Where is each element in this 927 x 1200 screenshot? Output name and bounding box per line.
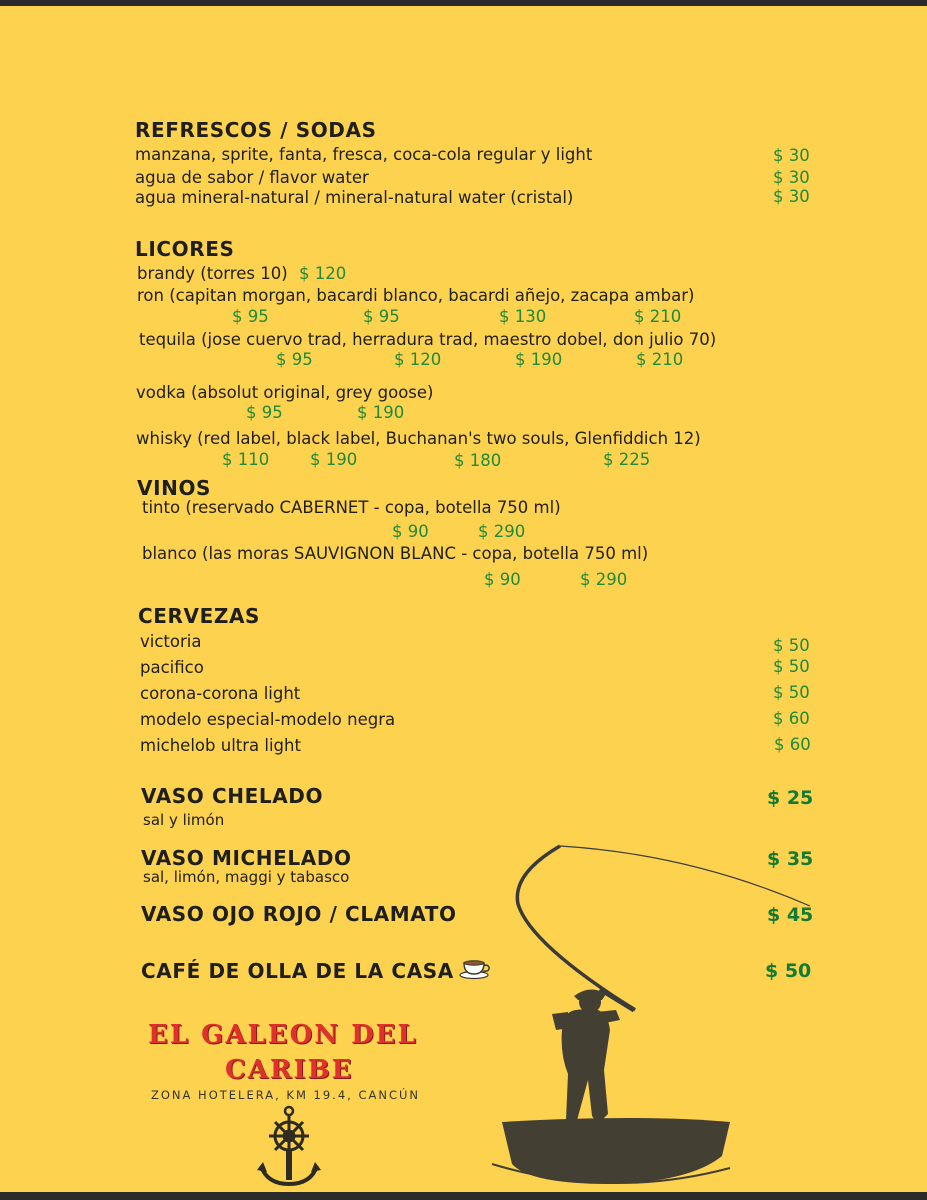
menu-item-price: $ 50 bbox=[773, 683, 810, 702]
menu-item-price: $ 130 bbox=[499, 307, 547, 326]
special-name: CAFÉ DE OLLA DE LA CASA bbox=[141, 959, 454, 983]
menu-item-name: ron (capitan morgan, bacardi blanco, bacardi añejo, zacapa ambar) bbox=[137, 286, 695, 305]
menu-item-price: $ 95 bbox=[363, 307, 400, 326]
menu-item-price: $ 50 bbox=[773, 657, 810, 676]
menu-item-name: modelo especial-modelo negra bbox=[140, 710, 396, 729]
menu-item-price: $ 225 bbox=[603, 450, 651, 469]
brand-name-line2: CARIBE bbox=[225, 1055, 354, 1085]
menu-item-price: $ 210 bbox=[634, 307, 682, 326]
menu-item-price: $ 95 bbox=[246, 403, 283, 422]
menu-item-name: brandy (torres 10) bbox=[137, 264, 288, 283]
special-description: sal, limón, maggi y tabasco bbox=[143, 868, 350, 886]
special-description: sal y limón bbox=[143, 811, 225, 829]
special-price: $ 25 bbox=[767, 787, 814, 809]
menu-item-price: $ 60 bbox=[773, 709, 810, 728]
section-heading-vinos: VINOS bbox=[137, 476, 212, 500]
section-heading-licores: LICORES bbox=[135, 237, 235, 261]
menu-item-price: $ 95 bbox=[232, 307, 269, 326]
menu-item-price: $ 90 bbox=[484, 570, 521, 589]
menu-item-name: manzana, sprite, fanta, fresca, coca-cola regular y light bbox=[135, 145, 593, 164]
menu-item-name: tequila (jose cuervo trad, herradura trad, maestro dobel, don julio 70) bbox=[139, 330, 717, 349]
special-name: VASO MICHELADO bbox=[141, 846, 352, 870]
menu-item-name: pacifico bbox=[140, 658, 204, 677]
menu-item-price: $ 190 bbox=[310, 450, 358, 469]
brand-name-line1: EL GALEON DEL bbox=[148, 1020, 418, 1050]
menu-item-price: $ 30 bbox=[773, 187, 810, 206]
menu-item-name: victoria bbox=[140, 632, 202, 651]
menu-item-price: $ 60 bbox=[774, 735, 811, 754]
menu-item-name: agua mineral-natural / mineral-natural water (cristal) bbox=[135, 188, 574, 207]
menu-item-price: $ 190 bbox=[357, 403, 405, 422]
menu-item-price: $ 120 bbox=[394, 350, 442, 369]
special-price: $ 45 bbox=[767, 904, 814, 926]
menu-item-name: blanco (las moras SAUVIGNON BLANC - copa, botella 750 ml) bbox=[142, 544, 649, 563]
special-name: VASO OJO ROJO / CLAMATO bbox=[141, 902, 457, 926]
menu-item-price: $ 290 bbox=[478, 522, 526, 541]
menu-item-price: $ 50 bbox=[773, 636, 810, 655]
menu-item-name: tinto (reservado CABERNET - copa, botella 750 ml) bbox=[142, 498, 561, 517]
menu-item-price: $ 30 bbox=[773, 146, 810, 165]
menu-item-price: $ 180 bbox=[454, 451, 502, 470]
anchor-helm-icon bbox=[255, 1104, 323, 1190]
menu-item-price: $ 210 bbox=[636, 350, 684, 369]
menu-item-price: $ 290 bbox=[580, 570, 628, 589]
menu-item-price: $ 90 bbox=[392, 522, 429, 541]
menu-item-name: whisky (red label, black label, Buchanan's two souls, Glenfiddich 12) bbox=[136, 429, 701, 448]
special-name: VASO CHELADO bbox=[141, 784, 324, 808]
section-heading-refrescos: REFRESCOS / SODAS bbox=[135, 118, 377, 142]
menu-item-price: $ 190 bbox=[515, 350, 563, 369]
section-heading-cervezas: CERVEZAS bbox=[138, 604, 261, 628]
menu-item-name: michelob ultra light bbox=[140, 736, 301, 755]
brand-address: ZONA HOTELERA, KM 19.4, CANCÚN bbox=[151, 1088, 421, 1102]
menu-page bbox=[0, 6, 927, 1192]
fisherman-silhouette bbox=[490, 834, 820, 1192]
special-row-cafe bbox=[141, 958, 493, 983]
menu-item-price: $ 110 bbox=[222, 450, 270, 469]
menu-item-name: vodka (absolut original, grey goose) bbox=[136, 383, 434, 402]
special-price: $ 35 bbox=[767, 848, 814, 870]
special-price: $ 50 bbox=[765, 960, 812, 982]
menu-item-price: $ 95 bbox=[276, 350, 313, 369]
menu-item-price: $ 120 bbox=[299, 264, 347, 283]
menu-item-name: agua de sabor / flavor water bbox=[135, 168, 369, 187]
menu-item-price: $ 30 bbox=[773, 168, 810, 187]
coffee-cup-icon bbox=[459, 958, 493, 980]
menu-item-name: corona-corona light bbox=[140, 684, 301, 703]
